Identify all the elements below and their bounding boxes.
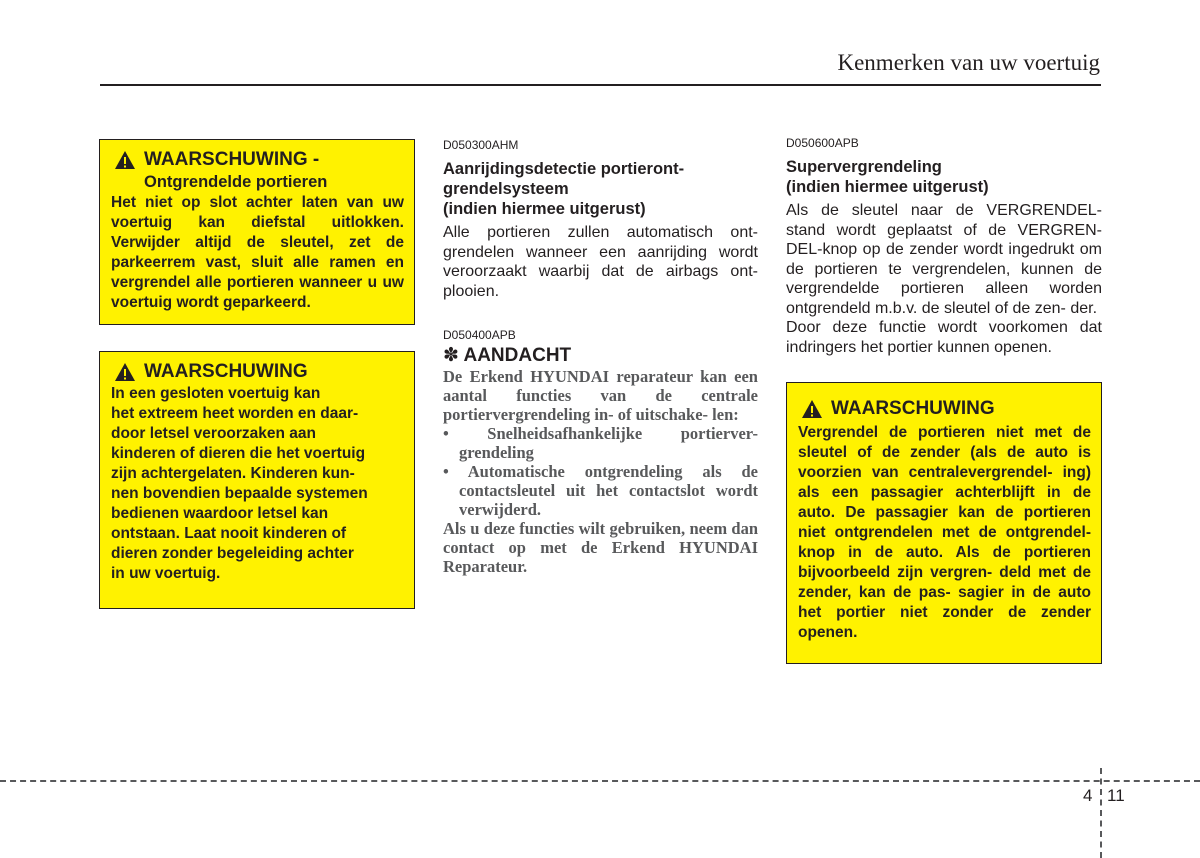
warning-subtitle: Ontgrendelde portieren [144, 173, 328, 191]
warning-body [111, 384, 404, 584]
section-heading-line-2: grendelsysteem [443, 180, 569, 198]
warning-triangle-icon [114, 362, 136, 382]
warning-line-5: zijn achtergelaten. Kinderen kun- [111, 465, 355, 482]
warning-line-7: bedienen waardoor letsel kan [111, 505, 329, 522]
warning-line-10: in uw voertuig. [111, 565, 221, 582]
chapter-number: 4 [1083, 786, 1093, 805]
warning-title: WAARSCHUWING [144, 361, 308, 382]
warning-title: WAARSCHUWING - [144, 149, 320, 170]
right-column [786, 135, 1102, 664]
warning-header [111, 360, 404, 384]
warning-line-6: nen bovendien bepaalde systemen [111, 485, 368, 502]
left-column [99, 139, 415, 609]
list-item: • Snelheidsafhankelijke portierver- grendeling [443, 424, 758, 462]
header-rule [100, 84, 1101, 86]
section-body: Alle portieren zullen automatisch ont- grendelen wanneer een aanrijding wordt veroorzaakt waarbij dat de airbags ont- plooien. [443, 224, 758, 300]
warning-line-2: het extreem heet worden en daar- [111, 405, 359, 422]
warning-triangle-icon [114, 150, 136, 170]
warning-line-8: ontstaan. Laat nooit kinderen of [111, 525, 347, 542]
section-heading-line-1: Aanrijdingsdetectie portieront- [443, 160, 685, 178]
attention-outro: Als u deze functies wilt gebruiken, neem dan contact op met de Erkend HYUNDAI Reparateur. [443, 519, 758, 576]
warning-text: Vergrendel de portieren niet met de sleutel of de zender (als de auto is voorzien van centralevergrendel- ing) als een passagier achterblijft in de auto. De passagier kan de portieren niet ontgrendelen met de ontgrendel-knop in de auto. Als de portieren bijvoorbeeld zijn vergren- deld met de zender, kan de pas- sagier in de auto het portier niet zonder de zender openen. [798, 424, 1091, 641]
warning-box-unlocked-doors [99, 139, 415, 325]
warning-text: Het niet op slot achter laten van uw voertuig kan diefstal uitlokken. Verwijder altijd de sleutel, zet de parkeerrem vast, sluit alle ramen en vergrendel alle portieren wanneer u uw voertuig wordt geparkeerd. [111, 194, 404, 311]
attention-list [443, 424, 758, 519]
section-crash-unlock [443, 137, 758, 301]
section-heading-line-3: (indien hiermee uitgerust) [443, 200, 646, 218]
warning-line-1: In een gesloten voertuig kan [111, 385, 321, 402]
warning-line-4: kinderen of dieren die het voertuig [111, 445, 366, 462]
list-item: • Automatische ontgrendeling als de contactsleutel uit het contactslot wordt verwijderd. [443, 462, 758, 519]
warning-triangle-icon [801, 399, 823, 419]
attention-title: ✽ AANDACHT [443, 345, 572, 366]
warning-line-9: dieren zonder begeleiding achter [111, 545, 354, 562]
attention-body [443, 367, 758, 576]
warning-body [111, 193, 404, 313]
section-code: D050600APB [786, 136, 859, 150]
warning-box-super-locking [786, 382, 1102, 664]
page-number-divider [1100, 768, 1102, 858]
warning-header [111, 148, 404, 172]
warning-body [798, 423, 1091, 643]
page-number: 11 [1107, 786, 1125, 805]
warning-box-children-in-car [99, 351, 415, 609]
footer-dashed-rule [0, 780, 1200, 782]
section-paragraph-1: Als de sleutel naar de VERGRENDEL- stand wordt geplaatst of de VERGREN- DEL-knop op de zender wordt ingedrukt om de portieren te vergrendelen, kunnen de vergrendelde portieren alleen worden ontgrendeld m.b.v. de sleutel of de zen- der. [786, 202, 1102, 317]
section-heading-line-1: Supervergrendeling [786, 158, 942, 176]
section-paragraph-2: Door deze functie wordt voorkomen dat indringers het portier kunnen openen. [786, 319, 1102, 356]
section-attention [443, 327, 758, 576]
section-code: D050300AHM [443, 138, 519, 152]
warning-header [798, 397, 1091, 421]
warning-title: WAARSCHUWING [831, 398, 995, 419]
section-super-locking [786, 135, 1102, 357]
warning-line-3: door letsel veroorzaken aan [111, 425, 317, 442]
section-heading-line-2: (indien hiermee uitgerust) [786, 178, 989, 196]
middle-column [443, 137, 758, 576]
attention-intro: De Erkend HYUNDAI reparateur kan een aantal functies van de centrale portiervergrendeling in- of uitschake- len: [443, 367, 758, 424]
page-header-title: Kenmerken van uw voertuig [837, 50, 1100, 75]
section-code: D050400APB [443, 328, 516, 342]
